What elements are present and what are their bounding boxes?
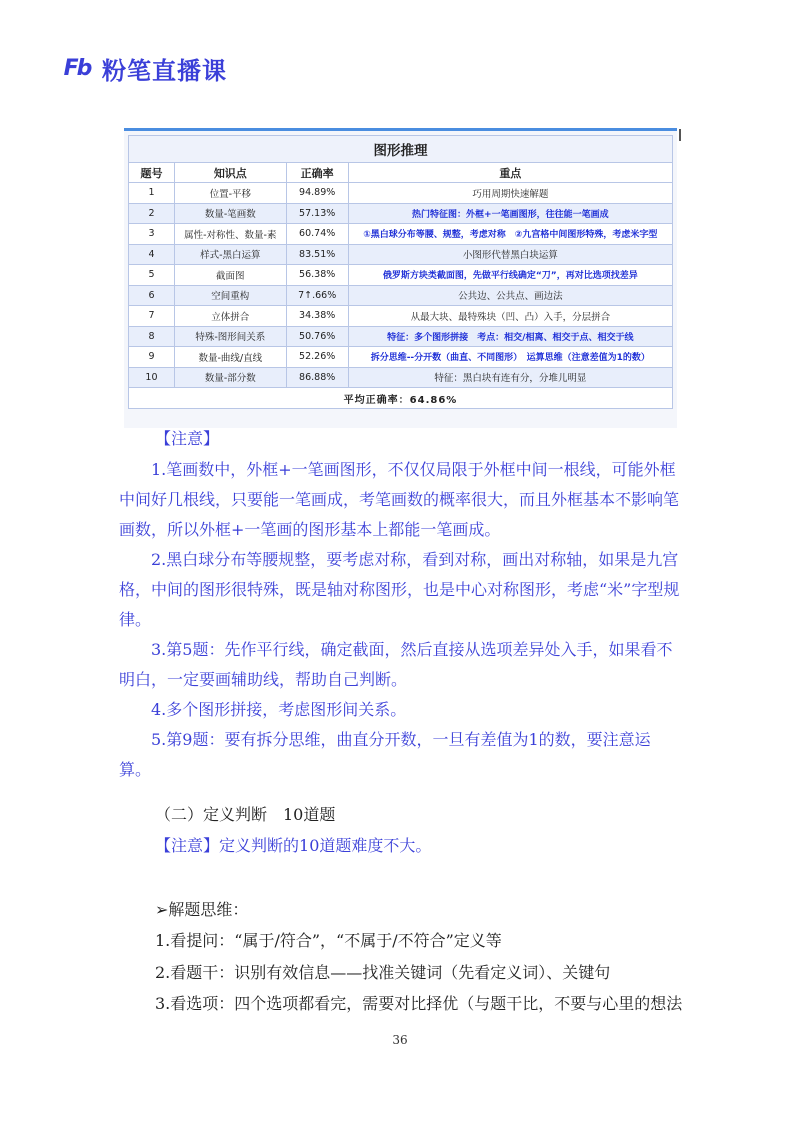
section-note bbox=[155, 833, 431, 856]
cell-no: 9 bbox=[129, 347, 175, 368]
brand-logo-icon: Fb bbox=[63, 55, 91, 81]
cell-rate: 56.38% bbox=[286, 265, 348, 286]
cell-topic: 立体拼合 bbox=[174, 306, 286, 327]
cell-focus: 公共边、公共点、画边法 bbox=[348, 285, 672, 306]
table-row bbox=[129, 367, 673, 388]
brand-header bbox=[58, 50, 227, 86]
cell-no: 3 bbox=[129, 224, 175, 245]
notes-list bbox=[119, 455, 681, 785]
cell-focus: 巧用周期快速解题 bbox=[348, 183, 672, 204]
step-1: 1.看提问：“属于/符合”，“不属于/不符合”定义等 bbox=[155, 931, 502, 950]
cell-no: 8 bbox=[129, 326, 175, 347]
cell-rate: 94.89% bbox=[286, 183, 348, 204]
thinking-title: ➢解题思维： bbox=[155, 900, 249, 919]
cell-rate: 60.74% bbox=[286, 224, 348, 245]
cell-rate: 57.13% bbox=[286, 203, 348, 224]
step-3: 3.看选项：四个选项都看完，需要对比择优（与题干比，不要与心里的想法 bbox=[155, 994, 683, 1013]
brand-name: 粉笔直播课 bbox=[102, 56, 227, 85]
table-row bbox=[129, 285, 673, 306]
note-item-5: 5.第9题：要有拆分思维，曲直分开数，一旦有差值为1的数，要注意运算。 bbox=[119, 730, 651, 779]
cell-focus: 热门特征图：外框+一笔画图形，往往能一笔画成 bbox=[348, 203, 672, 224]
average-rate: 平均正确率：64.86% bbox=[129, 388, 673, 409]
cell-no: 2 bbox=[129, 203, 175, 224]
note-item-2: 2.黑白球分布等腰规整，要考虑对称，看到对称，画出对称轴，如果是九宫格，中间的图形很特殊，既是轴对称图形，也是中心对称图形，考虑“米”字型规律。 bbox=[119, 550, 680, 629]
cell-no: 6 bbox=[129, 285, 175, 306]
page-number: 36 bbox=[392, 1033, 408, 1047]
cell-focus: 俄罗斯方块类截面图，先做平行线确定“刀”，再对比选项找差异 bbox=[348, 265, 672, 286]
figure-reasoning-table bbox=[128, 135, 673, 409]
cell-focus: ①黑白球分布等腰、规整，考虑对称 ②九宫格中间图形特殊，考虑米字型 bbox=[348, 224, 672, 245]
cell-rate: 7↑.66% bbox=[286, 285, 348, 306]
note-tag: 【注意】 bbox=[155, 429, 220, 448]
cell-rate: 34.38% bbox=[286, 306, 348, 327]
column-header: 重点 bbox=[348, 163, 672, 183]
note-item-3: 3.第5题：先作平行线，确定截面，然后直接从选项差异处入手，如果看不明白，一定要画辅助线，帮助自己判断。 bbox=[119, 640, 673, 689]
section-heading: （二）定义判断 10道题 bbox=[155, 805, 336, 824]
cell-rate: 83.51% bbox=[286, 244, 348, 265]
cell-no: 10 bbox=[129, 367, 175, 388]
table-row bbox=[129, 347, 673, 368]
table-row bbox=[129, 244, 673, 265]
divider bbox=[679, 129, 681, 141]
table-row bbox=[129, 265, 673, 286]
cell-topic: 位置-平移 bbox=[174, 183, 286, 204]
table-row bbox=[129, 326, 673, 347]
section-note-tag: 【注意】 bbox=[155, 836, 220, 855]
note-item-1: 1.笔画数中，外框+一笔画图形，不仅仅局限于外框中间一根线，可能外框中间好几根线，只要能一笔画成，考笔画数的概率很大，而且外框基本不影响笔画数，所以外框+一笔画的图形基本上都能一笔画成。 bbox=[119, 460, 680, 539]
table-row bbox=[129, 183, 673, 204]
cell-topic: 样式-黑白运算 bbox=[174, 244, 286, 265]
cell-topic: 截面图 bbox=[174, 265, 286, 286]
cell-focus: 特征：黑白块有连有分，分堆儿明显 bbox=[348, 367, 672, 388]
cell-focus: 拆分思维--分开数（曲直、不同图形） 运算思维（注意差值为1的数） bbox=[348, 347, 672, 368]
cell-rate: 50.76% bbox=[286, 326, 348, 347]
figure-reasoning-table-frame bbox=[124, 128, 677, 428]
cell-topic: 数量-曲线/直线 bbox=[174, 347, 286, 368]
note-item-4: 4.多个图形拼接，考虑图形间关系。 bbox=[151, 700, 407, 719]
cell-no: 5 bbox=[129, 265, 175, 286]
cell-topic: 数量-笔画数 bbox=[174, 203, 286, 224]
cell-no: 1 bbox=[129, 183, 175, 204]
cell-focus: 小图形代替黑白块运算 bbox=[348, 244, 672, 265]
column-header: 正确率 bbox=[286, 163, 348, 183]
step-2: 2.看题干：识别有效信息——找准关键词（先看定义词）、关键句 bbox=[155, 963, 611, 982]
section-note-text: 定义判断的10道题难度不大。 bbox=[219, 836, 432, 855]
cell-topic: 属性-对称性、数量-素 bbox=[174, 224, 286, 245]
cell-rate: 86.88% bbox=[286, 367, 348, 388]
cell-topic: 特殊-图形间关系 bbox=[174, 326, 286, 347]
table-row bbox=[129, 306, 673, 327]
table-row bbox=[129, 203, 673, 224]
table-row bbox=[129, 224, 673, 245]
cell-topic: 数量-部分数 bbox=[174, 367, 286, 388]
cell-focus: 从最大块、最特殊块（凹、凸）入手，分层拼合 bbox=[348, 306, 672, 327]
column-header: 知识点 bbox=[174, 163, 286, 183]
cell-rate: 52.26% bbox=[286, 347, 348, 368]
column-header: 题号 bbox=[129, 163, 175, 183]
cell-no: 7 bbox=[129, 306, 175, 327]
cell-no: 4 bbox=[129, 244, 175, 265]
cell-focus: 特征：多个图形拼接 考点：相交/相离、相交于点、相交于线 bbox=[348, 326, 672, 347]
cell-topic: 空间重构 bbox=[174, 285, 286, 306]
table-title: 图形推理 bbox=[129, 136, 673, 163]
